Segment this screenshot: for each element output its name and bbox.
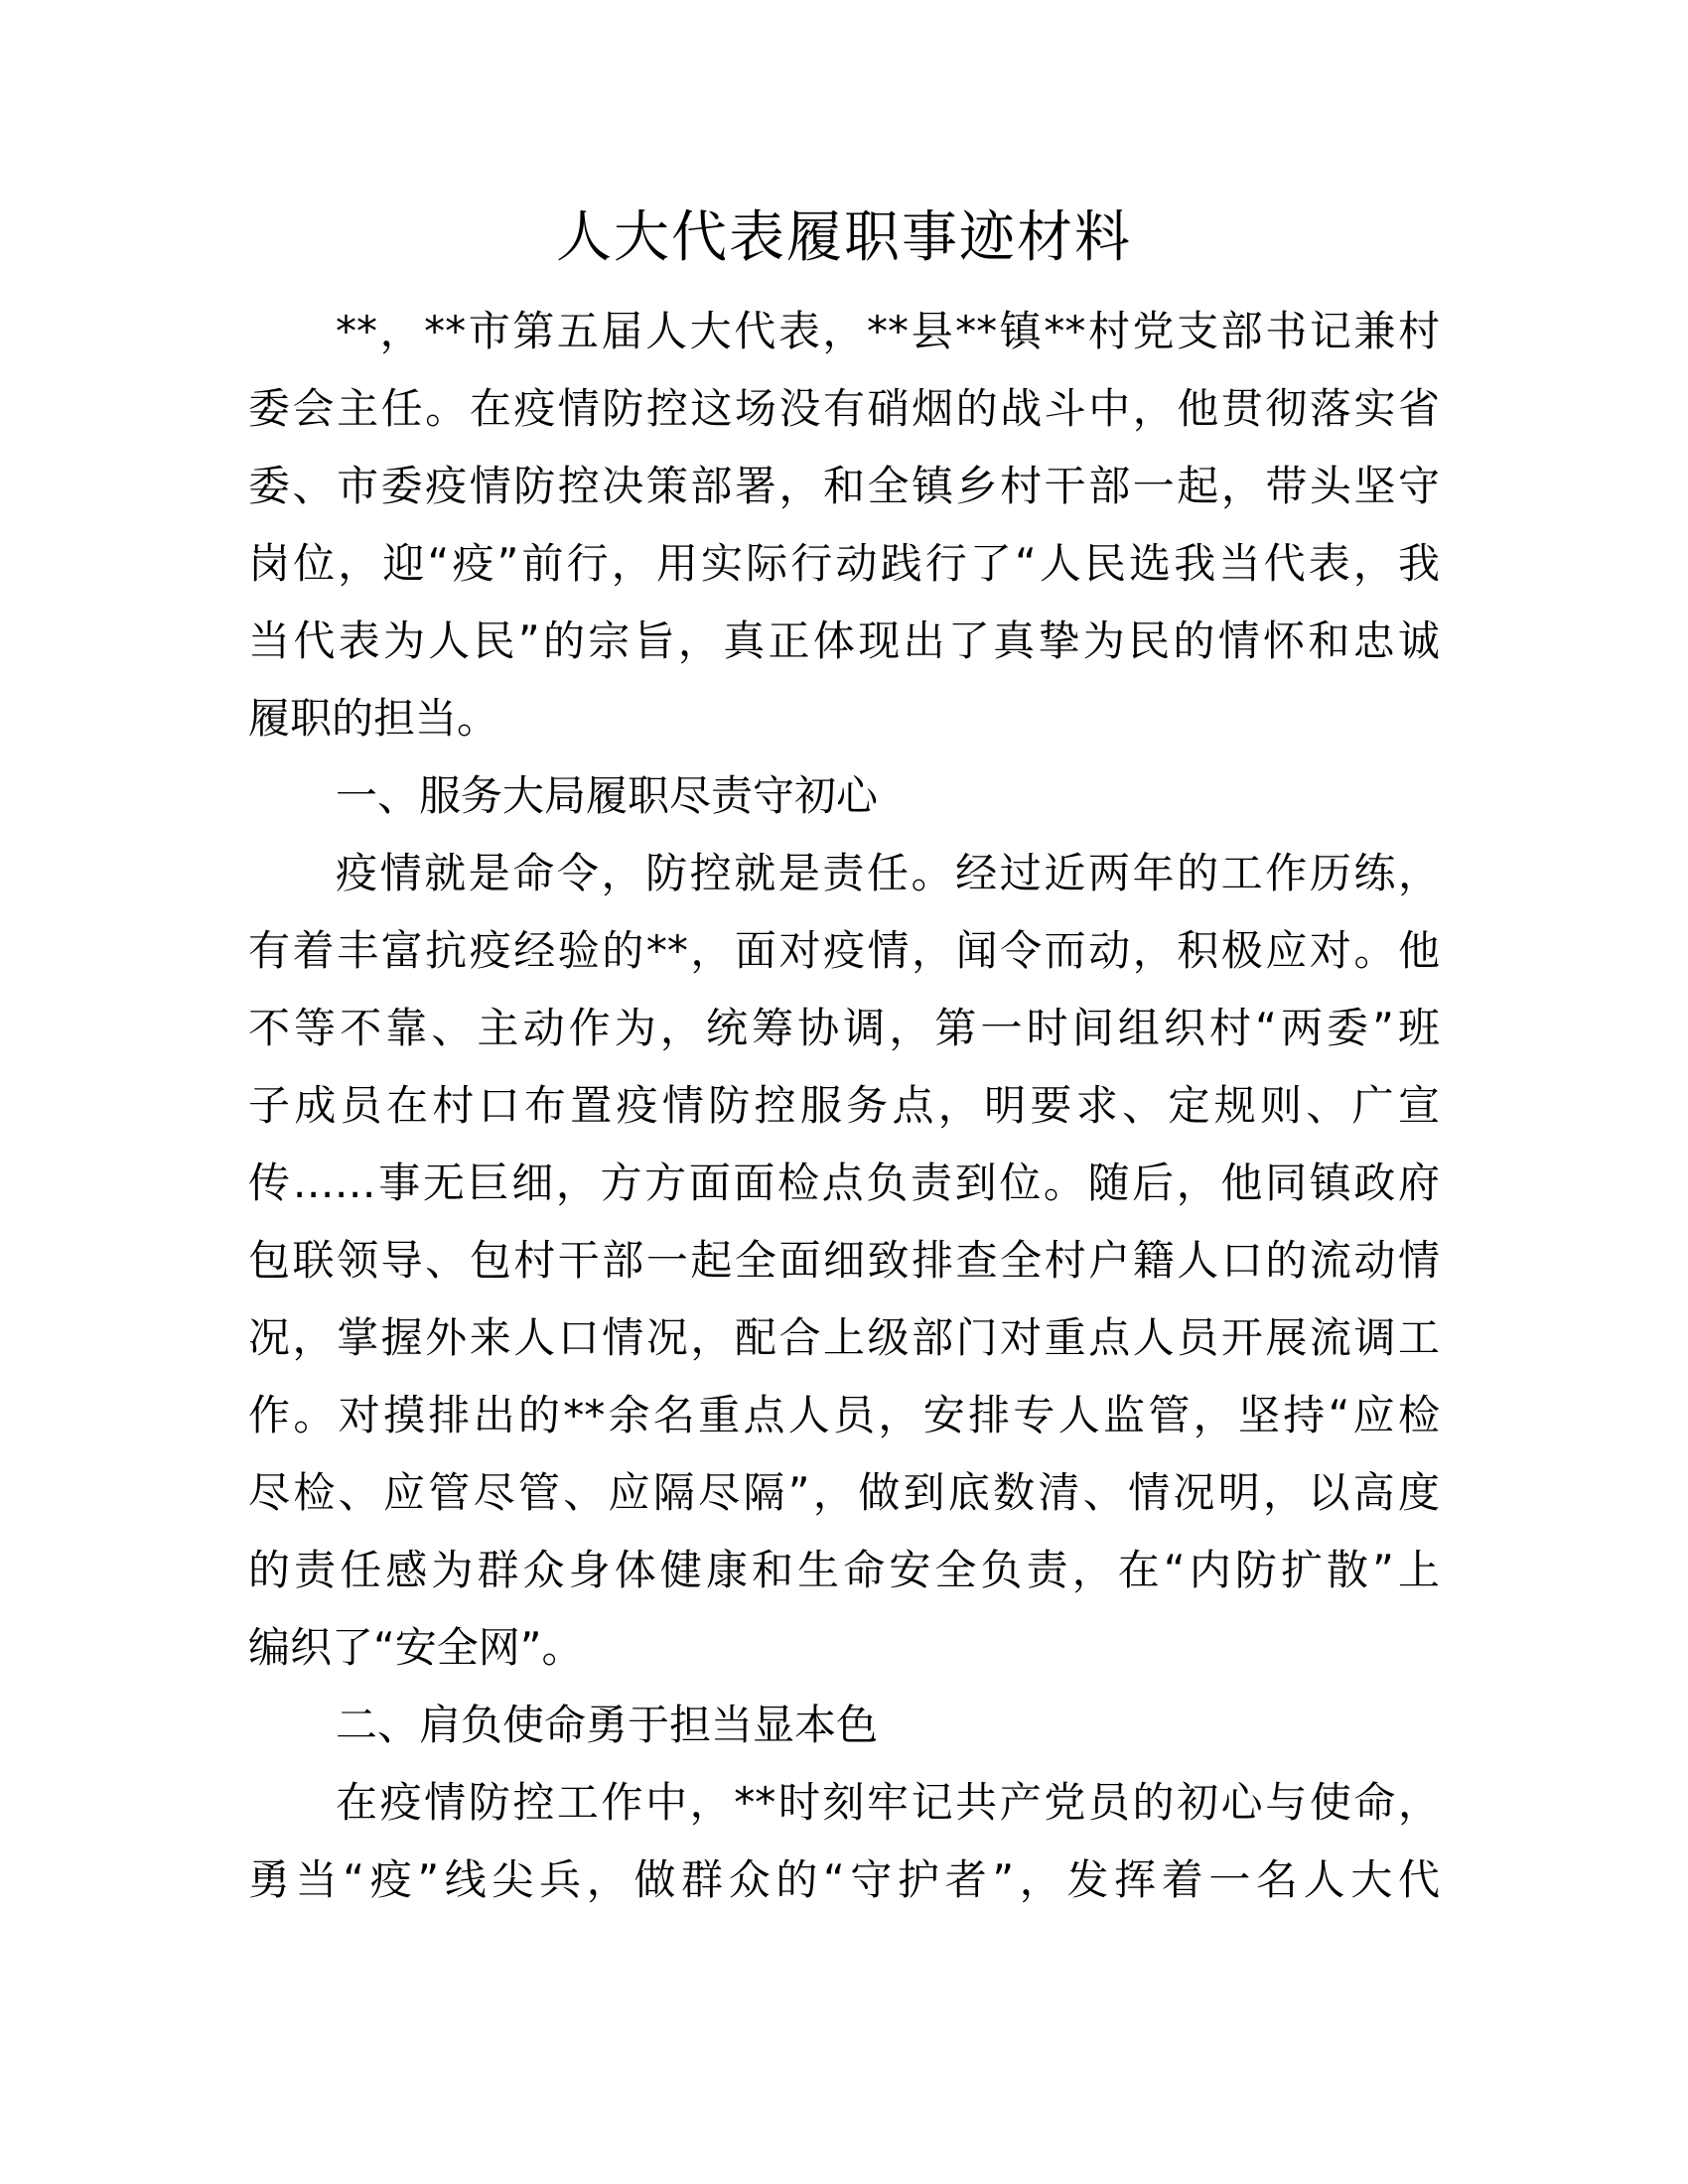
section-2-paragraph [248, 1764, 1440, 1919]
intro-paragraph [248, 293, 1440, 757]
paragraph-line: 子成员在村口布置疫情防控服务点，明要求、定规则、广宣 [248, 1081, 1440, 1130]
section-heading-1 [248, 757, 1440, 835]
paragraph-line: **，**市第五届人大代表，**县**镇**村党支部书记兼村 [336, 307, 1440, 355]
section-heading-2 [248, 1687, 1440, 1764]
paragraph-line: 况，掌握外来人口情况，配合上级部门对重点人员开展流调工 [248, 1313, 1440, 1362]
paragraph-line: 委会主任。在疫情防控这场没有硝烟的战斗中，他贯彻落实省 [248, 384, 1440, 433]
paragraph-line: 疫情就是命令，防控就是责任。经过近两年的工作历练， [336, 849, 1440, 897]
paragraph-line: 委、市委疫情防控决策部署，和全镇乡村干部一起，带头坚守 [248, 462, 1440, 510]
paragraph-line: 不等不靠、主动作为，统筹协调，第一时间组织村“两委”班 [248, 1004, 1440, 1052]
section-1-paragraph [248, 835, 1440, 1687]
paragraph-line: 的责任感为群众身体健康和生命安全负责，在“内防扩散”上 [248, 1546, 1440, 1594]
paragraph-line: 勇当“疫”线尖兵，做群众的“守护者”，发挥着一名人大代 [248, 1855, 1440, 1904]
document-title: 人大代表履职事迹材料 [556, 205, 1132, 270]
paragraph-line: 编织了“安全网”。 [248, 1623, 584, 1672]
document-body [248, 293, 1440, 1919]
section-heading: 二、肩负使命勇于担当显本色 [336, 1701, 879, 1749]
paragraph-line: 传……事无巨细，方方面面检点负责到位。随后，他同镇政府 [248, 1159, 1440, 1207]
section-heading: 一、服务大局履职尽责守初心 [336, 771, 879, 820]
paragraph-line: 在疫情防控工作中，**时刻牢记共产党员的初心与使命， [336, 1778, 1440, 1827]
paragraph-line: 岗位，迎“疫”前行，用实际行动践行了“人民选我当代表，我 [248, 539, 1440, 588]
paragraph-line: 尽检、应管尽管、应隔尽隔”，做到底数清、情况明，以高度 [248, 1468, 1440, 1517]
paragraph-line: 包联领导、包村干部一起全面细致排查全村户籍人口的流动情 [248, 1236, 1440, 1285]
paragraph-line: 有着丰富抗疫经验的**，面对疫情，闻令而动，积极应对。他 [248, 926, 1440, 975]
paragraph-line: 履职的担当。 [248, 694, 499, 743]
paragraph-line: 当代表为人民”的宗旨，真正体现出了真挚为民的情怀和忠诚 [248, 616, 1440, 665]
paragraph-line: 作。对摸排出的**余名重点人员，安排专人监管，坚持“应检 [248, 1391, 1440, 1439]
